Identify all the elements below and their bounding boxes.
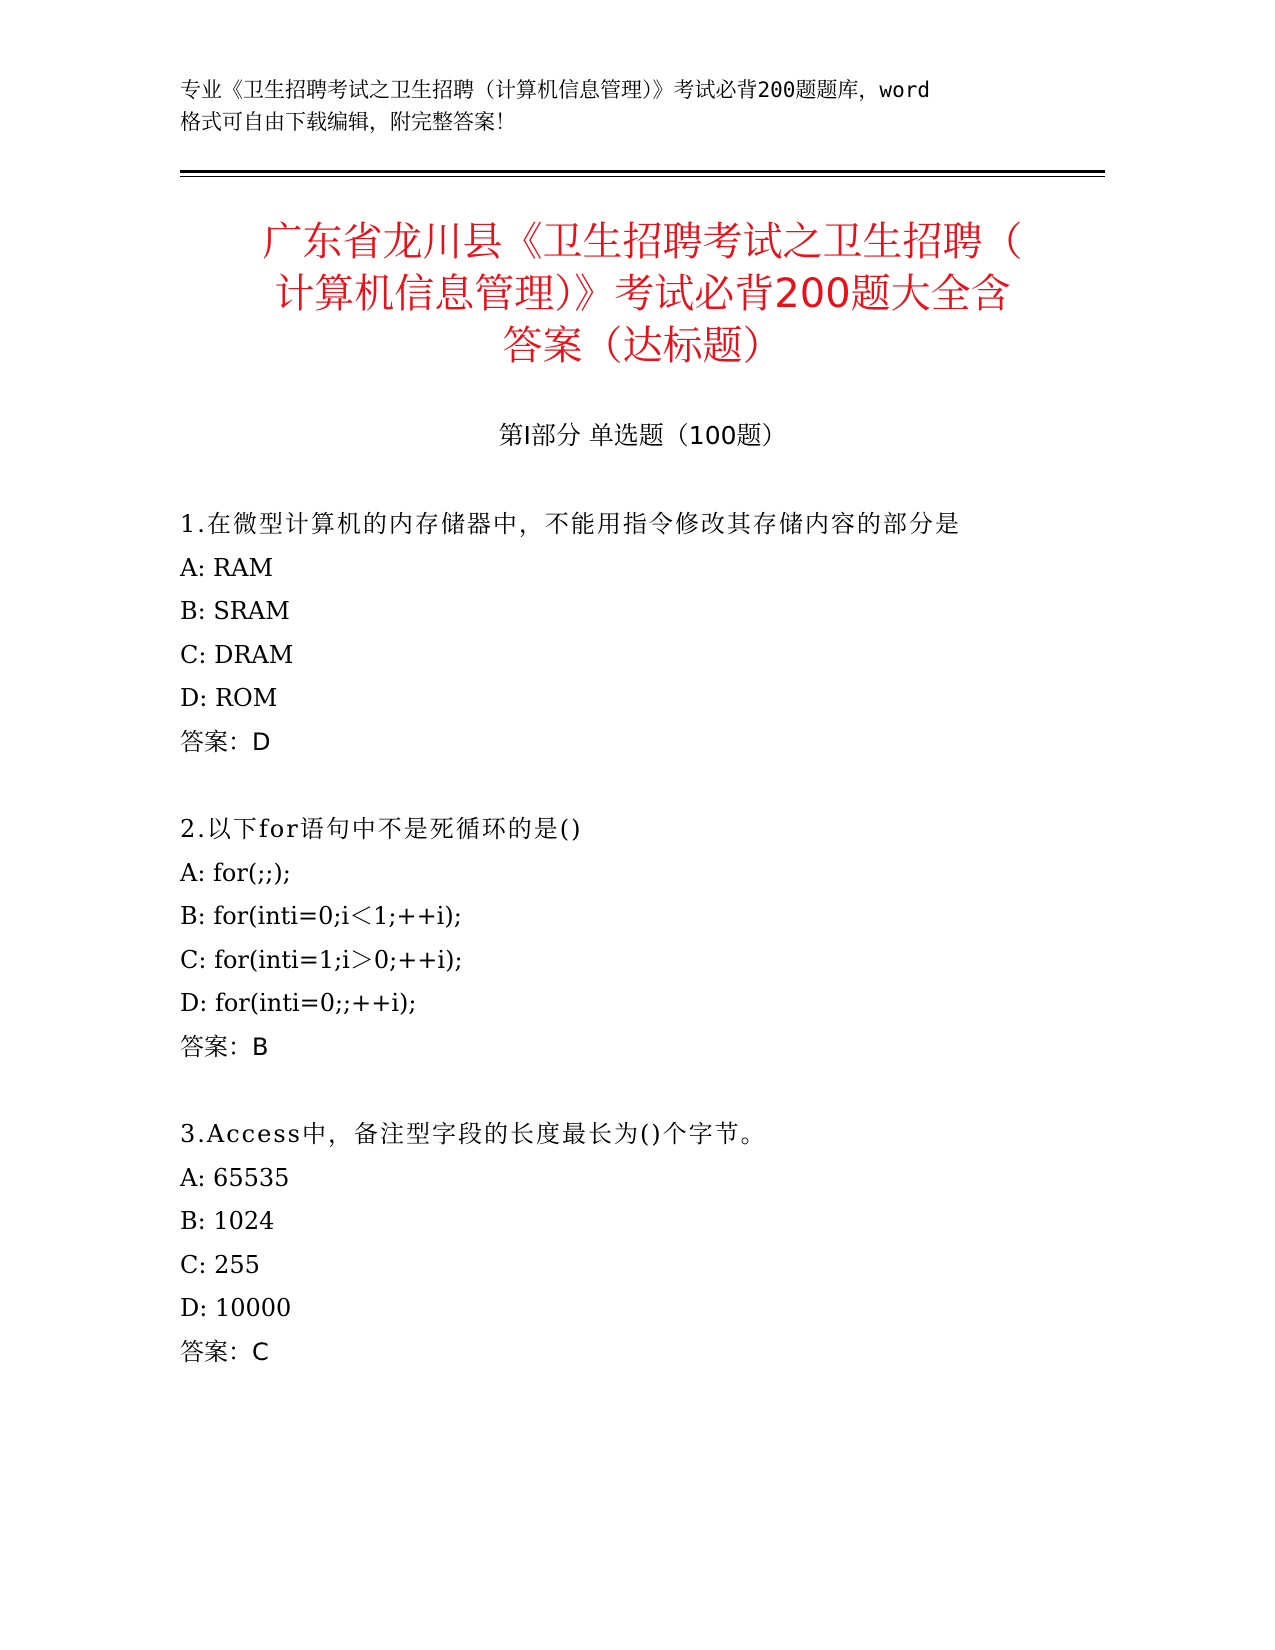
question-1: [180, 503, 1105, 765]
header-divider-thin: [180, 176, 1105, 177]
header-note: [180, 74, 1060, 138]
header-divider-thick: [180, 170, 1105, 173]
option-b: B: 1024: [180, 1207, 275, 1236]
option-b: B: for(inti=0;i＜1;++i);: [180, 902, 462, 931]
option-a: A: RAM: [180, 553, 274, 582]
option-d: D: ROM: [180, 684, 278, 713]
header-note-line-1: 专业《卫生招聘考试之卫生招聘（计算机信息管理）》考试必背200题题库，word: [180, 78, 930, 102]
document-title-line-3: 答案（达标题）: [502, 323, 783, 369]
question-3: [180, 1113, 1105, 1375]
question-2: [180, 808, 1105, 1070]
document-title-line-2: 计算机信息管理）》考试必背200题大全含: [274, 271, 1011, 317]
question-text: 1.在微型计算机的内存储器中，不能用指令修改其存储内容的部分是: [180, 510, 961, 538]
option-b: B: SRAM: [180, 597, 290, 626]
option-c: C: 255: [180, 1250, 260, 1279]
option-a: A: for(;;);: [180, 858, 291, 887]
section-heading: 第Ⅰ部分 单选题（100题）: [498, 421, 787, 450]
question-text: 2.以下for语句中不是死循环的是(): [180, 815, 583, 843]
document-title-line-1: 广东省龙川县《卫生招聘考试之卫生招聘（: [262, 219, 1023, 265]
header-note-line-2: 格式可自由下载编辑，附完整答案！: [180, 110, 516, 134]
answer: 答案：B: [180, 1032, 269, 1061]
answer: 答案：C: [180, 1337, 269, 1366]
option-d: D: 10000: [180, 1294, 292, 1323]
option-c: C: DRAM: [180, 640, 294, 669]
document-title: [180, 216, 1105, 372]
option-a: A: 65535: [180, 1163, 290, 1192]
answer: 答案：D: [180, 727, 271, 756]
option-d: D: for(inti=0;;++i);: [180, 989, 417, 1018]
option-c: C: for(inti=1;i＞0;++i);: [180, 945, 463, 974]
question-text: 3.Access中，备注型字段的长度最长为()个字节。: [180, 1120, 767, 1148]
